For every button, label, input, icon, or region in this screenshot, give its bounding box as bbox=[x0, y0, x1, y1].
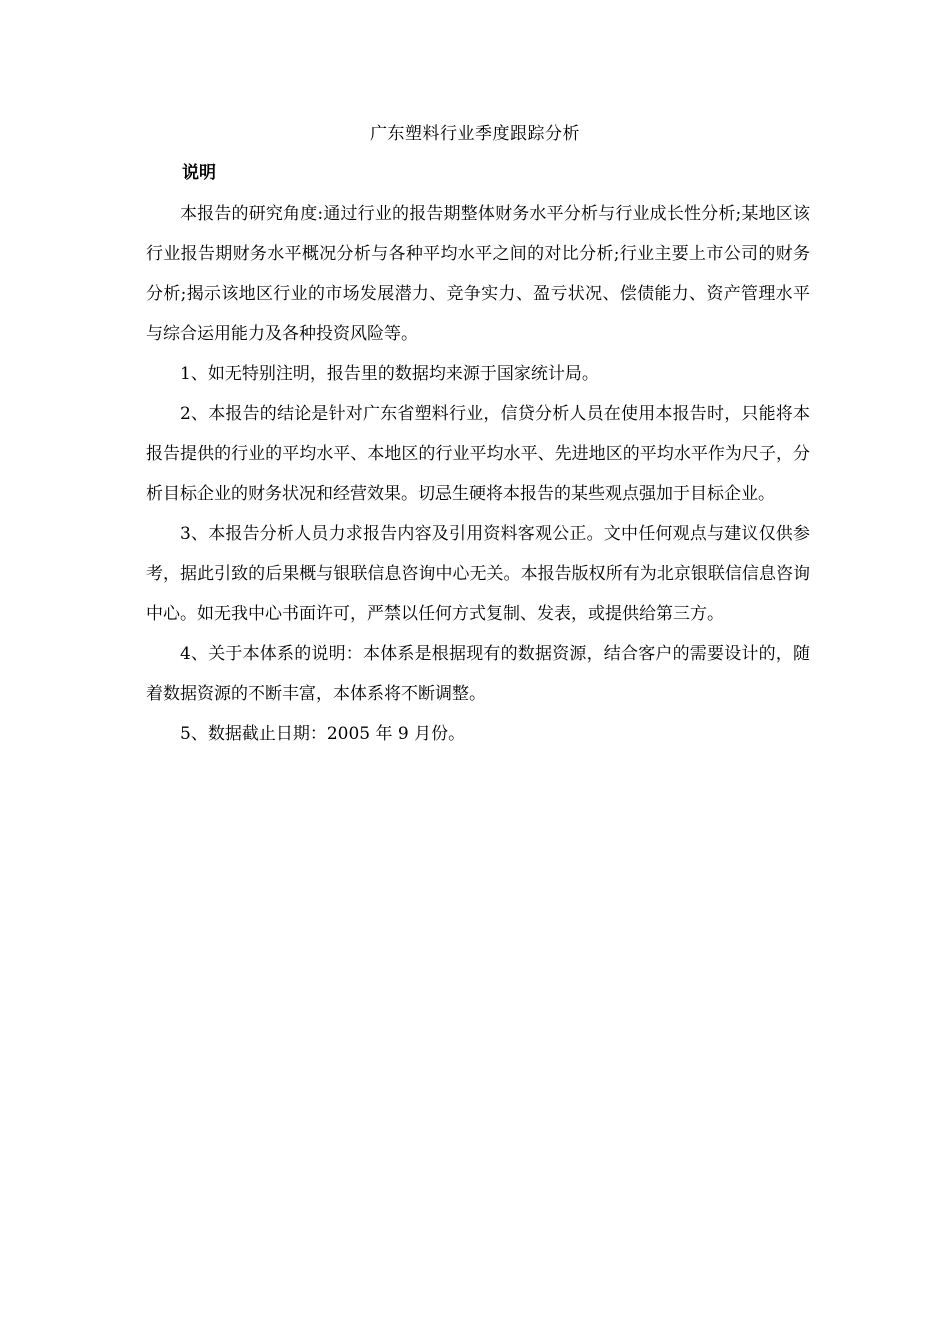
paragraph-note-2: 2、本报告的结论是针对广东省塑料行业，信贷分析人员在使用本报告时，只能将本报告提供的行业的平均水平、本地区的行业平均水平、先进地区的平均水平作为尺子，分析目标企业的财务状况和经营效果。切忌生硬将本报告的某些观点强加于目标企业。 bbox=[146, 404, 810, 504]
paragraph-note-5: 5、数据截止日期：2005 年 9 月份。 bbox=[180, 724, 466, 744]
paragraph-note-3: 3、本报告分析人员力求报告内容及引用资料客观公正。文中任何观点与建议仅供参考，据此引致的后果概与银联信息咨询中心无关。本报告版权所有为北京银联信信息咨询中心。如无我中心书面许可，严禁以任何方式复制、发表，或提供给第三方。 bbox=[146, 524, 810, 624]
document-title: 广东塑料行业季度跟踪分析 bbox=[370, 124, 580, 144]
paragraph-research-scope: 本报告的研究角度:通过行业的报告期整体财务水平分析与行业成长性分析;某地区该行业报告期财务水平概况分析与各种平均水平之间的对比分析;行业主要上市公司的财务分析;揭示该地区行业的市场发展潜力、竞争实力、盈亏状况、偿债能力、资产管理水平与综合运用能力及各种投资风险等。 bbox=[146, 204, 810, 344]
paragraph-note-4: 4、关于本体系的说明：本体系是根据现有的数据资源，结合客户的需要设计的，随着数据资源的不断丰富，本体系将不断调整。 bbox=[146, 644, 810, 704]
section-heading: 说明 bbox=[182, 163, 216, 183]
paragraph-note-1: 1、如无特别注明，报告里的数据均来源于国家统计局。 bbox=[180, 364, 599, 384]
document-body bbox=[146, 194, 810, 754]
